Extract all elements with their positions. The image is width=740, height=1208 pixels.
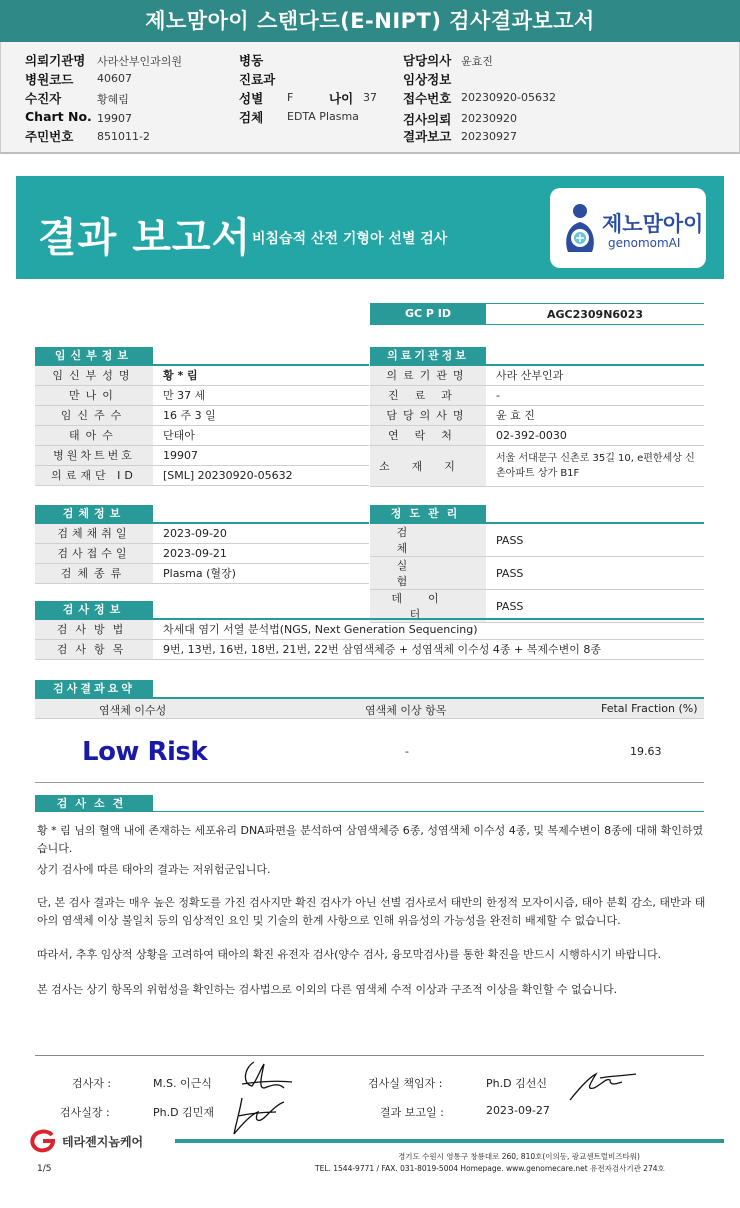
row-value: 16 주 3 일 <box>153 405 369 425</box>
row-label: 태아수 <box>35 425 153 445</box>
row-label: 검사방법 <box>35 619 153 639</box>
table-row <box>35 563 369 583</box>
summary-column-header <box>35 699 704 719</box>
specimen-info-table <box>35 522 369 584</box>
company-logo-icon <box>30 1129 58 1153</box>
result-banner <box>16 176 724 279</box>
summary-header: 검사결과요약 <box>35 680 153 697</box>
opinion-paragraph-1: 황 * 림 님의 혈액 내에 존재하는 세포유리 DNA파편을 분석하여 삼염색체증 6종, 성염색체 이수성 4종, 및 복제수변이 8종에 대해 확인하였습니다. <box>37 824 704 855</box>
recipient-value: 황혜림 <box>97 93 129 106</box>
table-row <box>35 365 369 385</box>
lab-head-value: Ph.D 김선신 <box>486 1077 547 1090</box>
gcp-id-value: AGC2309N6023 <box>486 303 704 325</box>
row-label: 임신부성명 <box>35 365 153 385</box>
logo-subname: genomomAI <box>608 236 681 250</box>
resident-label: 주민번호 <box>25 129 74 144</box>
hospital-label: 의뢰기관명 <box>25 53 86 68</box>
tester-label: 검사자 : <box>72 1077 112 1090</box>
institution-info-table <box>370 364 704 487</box>
brand-logo <box>550 188 706 268</box>
logo-name: 제노맘아이 <box>602 212 704 236</box>
director-label: 검사실장 : <box>60 1106 110 1119</box>
hospital-code-label: 병원코드 <box>25 72 74 87</box>
signature-top-line <box>35 1055 704 1056</box>
ward-label: 병동 <box>239 53 264 68</box>
row-label: 검체종류 <box>35 563 153 583</box>
report-date-value: 2023-09-27 <box>486 1104 550 1117</box>
table-row <box>370 405 704 425</box>
table-row <box>370 425 704 445</box>
dept-label: 진료과 <box>239 72 276 87</box>
pregnant-info-header: 임신부정보 <box>35 347 153 364</box>
opinion-paragraph-3: 단, 본 검사 결과는 매우 높은 정확도를 가진 검사지만 확진 검사가 아닌 선별 검사로서 태반의 한정적 모자이시즘, 태아 분획 감소, 태반과 태아의 염색체 이상 불일치 등의 임상적인 요인 및 기술의 한계 사항으로 인해 위음성의 가능성을 완전히 배제할 수 없습니다. <box>37 896 706 927</box>
table-row <box>35 405 369 425</box>
table-row <box>370 365 704 385</box>
qc-header: 정도관리 <box>370 505 486 522</box>
row-value: 2023-09-20 <box>153 523 369 543</box>
col-abnormal-items: 염색체 이상 항목 <box>365 704 447 717</box>
footer-contact: TEL. 1544-9771 / FAX. 031-8019-5004 Homepage. www.genomecare.net 유전자검사기관 274호 <box>315 1164 665 1173</box>
table-row <box>35 385 369 405</box>
row-value: 서울 서대문구 신촌로 35길 10, e편한세상 신촌아파트 상가 B1F <box>486 445 704 486</box>
lab-head-label: 검사실 책임자 : <box>368 1077 443 1090</box>
sex-value: F <box>287 91 294 104</box>
specimen-value: EDTA Plasma <box>287 110 359 123</box>
row-label: 병원차트번호 <box>35 445 153 465</box>
row-value: 차세대 염기 서열 분석법(NGS, Next Generation Sequencing) <box>153 619 704 639</box>
recipient-label: 수진자 <box>25 91 62 106</box>
row-value: PASS <box>486 557 704 590</box>
lab-head-signature <box>566 1066 640 1104</box>
opinion-paragraph-5: 본 검사는 상기 항목의 위험성을 확인하는 검사법으로 이외의 다른 염색체 수적 이상과 구조적 이상을 확인할 수 없습니다. <box>37 983 618 996</box>
test-info-table <box>35 618 704 660</box>
mother-baby-icon <box>562 202 598 254</box>
report-value: 20230927 <box>461 130 517 143</box>
company-name: 테라젠지놈케어 <box>62 1135 144 1149</box>
fetal-fraction-value: 19.63 <box>630 745 662 758</box>
pregnant-info-table <box>35 364 369 486</box>
table-row <box>35 543 369 563</box>
report-title: 제노맘아이 스탠다드(E-NIPT) 검사결과보고서 <box>0 0 740 42</box>
row-value: Plasma (혈장) <box>153 563 369 583</box>
row-label: 검체채취일 <box>35 523 153 543</box>
table-row <box>35 425 369 445</box>
age-label: 나이 <box>329 91 354 106</box>
row-label: 소재지 <box>370 445 486 486</box>
qc-table <box>370 522 704 623</box>
row-value: 19907 <box>153 445 369 465</box>
director-signature <box>228 1094 288 1138</box>
table-row <box>35 465 369 485</box>
row-label: 연락처 <box>370 425 486 445</box>
report-label: 결과보고 <box>403 129 452 144</box>
specimen-info-header: 검체정보 <box>35 505 153 522</box>
row-label: 의료재단 ID <box>35 465 153 485</box>
receipt-value: 20230920-05632 <box>461 91 556 104</box>
specimen-label: 검체 <box>239 110 264 125</box>
row-label: 검사항목 <box>35 639 153 659</box>
footer-address: 경기도 수원시 영통구 창룡대로 260, 810호(이의동, 광교센트럴비즈타워) <box>398 1152 640 1161</box>
tester-signature <box>234 1058 298 1094</box>
resident-value: 851011-2 <box>97 130 150 143</box>
doctor-value: 윤효진 <box>461 55 493 68</box>
hospital-code-value: 40607 <box>97 72 132 85</box>
table-row <box>35 445 369 465</box>
opinion-paragraph-2: 상기 검사에 따른 태아의 결과는 저위험군입니다. <box>37 863 271 876</box>
director-value: Ph.D 김민재 <box>153 1106 214 1119</box>
row-label: 의료기관명 <box>370 365 486 385</box>
institution-info-header: 의료기관정보 <box>370 347 486 364</box>
col-fetal-fraction: Fetal Fraction (%) <box>601 702 698 715</box>
opinion-line <box>153 811 704 812</box>
opinion-paragraph-4: 따라서, 추후 임상적 상황을 고려하여 태아의 확진 유전자 검사(양수 검사, 융모막검사)를 통한 확진을 반드시 시행하시기 바랍니다. <box>37 948 662 961</box>
row-value: 윤 효 진 <box>486 405 704 425</box>
table-row <box>35 619 704 639</box>
table-row <box>370 445 704 486</box>
row-value: 02-392-0030 <box>486 425 704 445</box>
table-row <box>35 639 704 659</box>
table-row <box>370 523 704 557</box>
col-aneuploidy: 염색체 이수성 <box>99 704 167 717</box>
banner-title: 결과 보고서 <box>38 215 252 261</box>
row-label: 검체 <box>370 523 486 557</box>
report-date-label: 결과 보고일 : <box>380 1106 444 1119</box>
row-value: - <box>486 385 704 405</box>
chart-value: 19907 <box>97 112 132 125</box>
sex-label: 성별 <box>239 91 264 106</box>
request-value: 20230920 <box>461 112 517 125</box>
page-number: 1/5 <box>37 1164 52 1174</box>
gcp-id-label: GC P ID <box>370 303 486 325</box>
doctor-label: 담당의사 <box>403 53 452 68</box>
row-label: 데이터 <box>370 590 486 623</box>
summary-bottom-line <box>35 782 704 783</box>
row-value: PASS <box>486 523 704 557</box>
footer-accent-line <box>175 1139 724 1143</box>
opinion-header: 검사소견 <box>35 795 153 812</box>
row-label: 진료과 <box>370 385 486 405</box>
clinical-label: 임상정보 <box>403 72 452 87</box>
row-label: 담당의사명 <box>370 405 486 425</box>
receipt-label: 접수번호 <box>403 91 452 106</box>
row-label: 실험 <box>370 557 486 590</box>
row-value: 2023-09-21 <box>153 543 369 563</box>
row-value: 단태아 <box>153 425 369 445</box>
test-info-header: 검사정보 <box>35 601 153 618</box>
row-label: 임신주수 <box>35 405 153 425</box>
row-value: 황 * 림 <box>153 365 369 385</box>
table-row <box>370 385 704 405</box>
abnormal-value: - <box>405 745 409 758</box>
low-risk-result: Low Risk <box>82 737 208 767</box>
row-value: 9번, 13번, 16번, 18번, 21번, 22번 삼염색체증 + 성염색체 이수성 4종 + 복제수변이 8종 <box>153 639 704 659</box>
patient-info-box <box>0 42 740 154</box>
row-value: 사라 산부인과 <box>486 365 704 385</box>
row-value: PASS <box>486 590 704 623</box>
row-label: 검사접수일 <box>35 543 153 563</box>
table-row <box>370 557 704 590</box>
banner-subtitle: 비침습적 산전 기형아 선별 검사 <box>252 231 448 247</box>
table-row <box>35 523 369 543</box>
row-value: [SML] 20230920-05632 <box>153 465 369 485</box>
hospital-value: 사라산부인과의원 <box>97 55 183 68</box>
row-value: 만 37 세 <box>153 385 369 405</box>
row-label: 만나이 <box>35 385 153 405</box>
request-label: 검사의뢰 <box>403 112 452 127</box>
tester-value: M.S. 이근식 <box>153 1077 212 1090</box>
chart-label: Chart No. <box>25 109 92 124</box>
age-value: 37 <box>363 91 377 104</box>
